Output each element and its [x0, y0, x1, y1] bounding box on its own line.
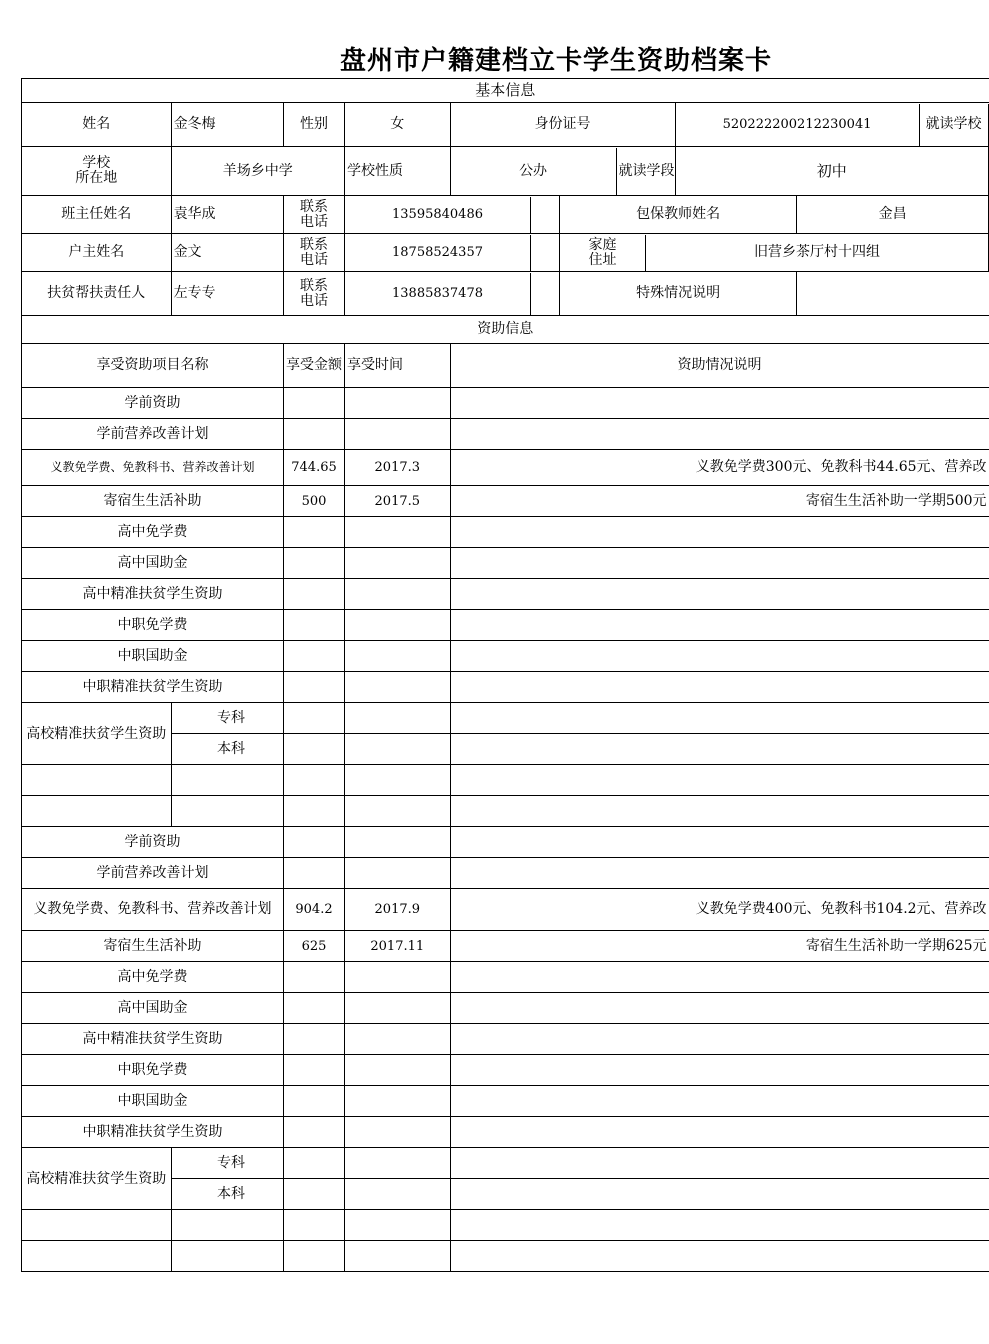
aid-time: 2017.11: [345, 931, 451, 962]
aid-desc: [450, 1024, 989, 1055]
aid-project-name: [22, 388, 284, 419]
aid-project-label: 高中国助金: [117, 999, 188, 1016]
aid-amount: [284, 1024, 345, 1055]
school-nature-label: 学校性质: [345, 147, 451, 196]
aid-time: [345, 419, 451, 450]
aid-time: [345, 1179, 451, 1210]
aid-time: [345, 734, 451, 765]
aid-time: [345, 610, 451, 641]
aid-amount: [284, 734, 345, 765]
aid-desc: [450, 548, 989, 579]
aid-time: [345, 703, 451, 734]
aid-row: [22, 641, 989, 672]
col-time-header: 享受时间: [345, 344, 451, 388]
blank-cell: [171, 796, 283, 827]
aid-project-label: 寄宿生生活补助: [103, 492, 202, 509]
aid-time: [345, 672, 451, 703]
aid-row: [22, 858, 989, 889]
householder-phone-value: 18758524357: [345, 235, 531, 271]
aid-amount: [284, 962, 345, 993]
aid-time: [345, 1086, 451, 1117]
aid-desc: [450, 1055, 989, 1086]
aid-project-name: [22, 610, 284, 641]
aid-project-name: [22, 931, 284, 962]
aid-project-label: 中职国助金: [117, 1092, 188, 1109]
aid-project-name: [22, 993, 284, 1024]
address-cell: [559, 234, 988, 272]
higher-ed-label: 高校精准扶贫学生资助: [22, 703, 172, 765]
aid-desc: [450, 858, 989, 889]
aid-desc: 义教免学费300元、免教科书44.65元、营养改: [450, 450, 989, 486]
school-nature-value: 公办: [451, 148, 617, 195]
aid-project-label: 高中免学费: [117, 523, 188, 540]
aid-row: [22, 672, 989, 703]
school-label: 就读学校: [920, 104, 989, 146]
basic-info-header: 基本信息: [22, 79, 989, 103]
student-aid-card: [21, 78, 989, 1272]
name-label: 姓名: [22, 103, 172, 147]
aid-project-label: 学前营养改善计划: [96, 425, 209, 442]
blank-cell: [284, 1210, 345, 1241]
gender-value: 女: [345, 103, 451, 147]
higher-ed-label: 高校精准扶贫学生资助: [22, 1148, 172, 1210]
householder-phone-cell: [345, 234, 560, 272]
id-number-value: 520222200212230041: [676, 104, 920, 146]
aid-time: [345, 858, 451, 889]
aid-amount: [284, 388, 345, 419]
aid-project-label: 寄宿生生活补助: [103, 937, 202, 954]
aid-desc: [450, 993, 989, 1024]
blank-cell: [450, 796, 989, 827]
special-note-value: [797, 272, 989, 316]
zhuanke-label: 专科: [171, 703, 283, 734]
aid-row: [22, 548, 989, 579]
address-value: 旧营乡茶厅村十四组: [754, 244, 881, 260]
aid-project-name: [22, 1086, 284, 1117]
blank-cell: [171, 765, 283, 796]
aid-project-label: 中职国助金: [117, 647, 188, 664]
aid-time: [345, 1055, 451, 1086]
name-value: 金冬梅: [171, 103, 283, 147]
blank-cell: [22, 1241, 172, 1272]
school-location-value: 羊场乡中学: [171, 147, 344, 196]
nature-stage-cell: [450, 147, 675, 196]
aid-time: [345, 579, 451, 610]
col-desc-header: 资助情况说明: [450, 344, 989, 388]
blank-cell: [345, 765, 451, 796]
aid-time: [345, 517, 451, 548]
aid-project-name: [22, 962, 284, 993]
householder-value: 金文: [171, 234, 283, 272]
aid-amount: [284, 827, 345, 858]
blank-cell: [345, 1210, 451, 1241]
aid-amount: [284, 1117, 345, 1148]
aid-desc: [450, 672, 989, 703]
study-stage-label: 就读学段: [618, 162, 675, 179]
aid-project-label: 中职免学费: [117, 1061, 188, 1078]
guarantee-teacher-label: 包保教师姓名: [559, 196, 796, 234]
aid-project-name: [22, 450, 284, 486]
aid-row: [22, 993, 989, 1024]
aid-project-name: [22, 419, 284, 450]
blank-cell: [22, 796, 172, 827]
blank-cell: [22, 765, 172, 796]
aid-time: [345, 548, 451, 579]
aid-time: [345, 388, 451, 419]
aid-amount: [284, 1148, 345, 1179]
aid-amount: [284, 858, 345, 889]
aid-time: [345, 1148, 451, 1179]
blank-cell: [450, 765, 989, 796]
aid-project-label: 中职精准扶贫学生资助: [82, 678, 223, 695]
aid-amount: 904.2: [284, 889, 345, 931]
aid-time: [345, 962, 451, 993]
aid-project-label: 学前资助: [124, 394, 181, 411]
aid-row-blank: [22, 796, 989, 827]
guarantee-teacher-value: 金昌: [797, 196, 989, 234]
aid-row-blank: [22, 1210, 989, 1241]
teacher-value: 袁华成: [171, 196, 283, 234]
aid-info-header: 资助信息: [22, 316, 989, 344]
aid-row: [22, 1024, 989, 1055]
aid-desc: [450, 610, 989, 641]
householder-label: 户主姓名: [22, 234, 172, 272]
aid-desc: [450, 1148, 989, 1179]
blank-cell: [284, 1241, 345, 1272]
aid-amount: [284, 993, 345, 1024]
aid-desc: [450, 962, 989, 993]
aid-row: [22, 703, 989, 734]
aid-amount: [284, 548, 345, 579]
aid-project-name: [22, 579, 284, 610]
blank-cell: [450, 1210, 989, 1241]
aid-time: [345, 641, 451, 672]
teacher-phone-value: 13595840486: [345, 197, 531, 233]
aid-row: [22, 486, 989, 517]
aid-desc: [450, 419, 989, 450]
special-note-label: 特殊情况说明: [559, 272, 796, 316]
helper-phone-value: 13885837478: [345, 273, 531, 315]
aid-row: [22, 1086, 989, 1117]
aid-amount: [284, 703, 345, 734]
aid-project-label: 义教免学费、免教科书、营养改善计划: [50, 460, 255, 474]
aid-row: [22, 450, 989, 486]
teacher-label: 班主任姓名: [22, 196, 172, 234]
aid-desc: [450, 641, 989, 672]
aid-group-2: [22, 827, 989, 1272]
aid-project-label: 学前资助: [124, 833, 181, 850]
aid-amount: [284, 1086, 345, 1117]
aid-row: [22, 1055, 989, 1086]
aid-desc: [450, 1179, 989, 1210]
aid-project-name: [22, 486, 284, 517]
aid-project-label: 高中免学费: [117, 968, 188, 985]
aid-project-label: 学前营养改善计划: [96, 864, 209, 881]
aid-row: [22, 419, 989, 450]
householder-phone-label: 联系 电话: [284, 234, 345, 272]
aid-project-name: [22, 641, 284, 672]
aid-time: [345, 993, 451, 1024]
aid-row: [22, 579, 989, 610]
aid-project-label: 中职免学费: [117, 616, 188, 633]
aid-time: 2017.3: [345, 450, 451, 486]
aid-row: [22, 1148, 989, 1179]
teacher-phone-label: 联系 电话: [284, 196, 345, 234]
aid-project-name: [22, 1117, 284, 1148]
benke-label: 本科: [171, 734, 283, 765]
aid-row: [22, 827, 989, 858]
aid-row: [22, 388, 989, 419]
aid-project-name: [22, 827, 284, 858]
aid-project-label: 高中精准扶贫学生资助: [82, 1030, 223, 1047]
benke-label: 本科: [171, 1179, 283, 1210]
aid-project-name: [22, 517, 284, 548]
zhuanke-label: 专科: [171, 1148, 283, 1179]
aid-project-name: [22, 889, 284, 931]
aid-desc: [450, 703, 989, 734]
blank-cell: [284, 796, 345, 827]
aid-row-blank: [22, 765, 989, 796]
aid-project-label: 高中精准扶贫学生资助: [82, 585, 223, 602]
aid-project-name: [22, 672, 284, 703]
aid-project-name: [22, 858, 284, 889]
blank-cell: [345, 796, 451, 827]
aid-amount: [284, 419, 345, 450]
aid-amount: [284, 1055, 345, 1086]
blank-cell: [171, 1241, 283, 1272]
helper-phone-label: 联系 电话: [284, 272, 345, 316]
aid-time: 2017.9: [345, 889, 451, 931]
page-title: 盘州市户籍建档立卡学生资助档案卡: [340, 46, 773, 76]
teacher-phone-cell: [345, 196, 560, 234]
aid-time: [345, 1117, 451, 1148]
aid-desc: [450, 1086, 989, 1117]
aid-row-blank: [22, 1241, 989, 1272]
aid-project-label: 义教免学费、免教科书、营养改善计划: [33, 901, 272, 917]
aid-desc: [450, 579, 989, 610]
aid-amount: 500: [284, 486, 345, 517]
address-label: 家庭 住址: [560, 235, 646, 271]
aid-row: [22, 889, 989, 931]
aid-desc: [450, 517, 989, 548]
blank-cell: [450, 1241, 989, 1272]
aid-desc: 寄宿生生活补助一学期500元: [450, 486, 989, 517]
aid-desc: [450, 388, 989, 419]
aid-desc: 寄宿生生活补助一学期625元: [450, 931, 989, 962]
aid-amount: [284, 517, 345, 548]
aid-row: [22, 931, 989, 962]
blank-cell: [171, 1210, 283, 1241]
study-stage-value: 初中: [675, 147, 989, 196]
aid-desc: [450, 827, 989, 858]
id-school-cell: [675, 103, 989, 147]
aid-project-name: [22, 1024, 284, 1055]
aid-desc: 义教免学费400元、免教科书104.2元、营养改: [450, 889, 989, 931]
aid-time: [345, 827, 451, 858]
aid-project-name: [22, 1055, 284, 1086]
aid-amount: [284, 641, 345, 672]
helper-label: 扶贫帮扶责任人: [22, 272, 172, 316]
aid-amount: 625: [284, 931, 345, 962]
aid-amount: [284, 610, 345, 641]
aid-header-project-cell: [22, 344, 284, 388]
aid-project-label: 中职精准扶贫学生资助: [82, 1123, 223, 1140]
aid-desc: [450, 1117, 989, 1148]
aid-group-1: [22, 388, 989, 827]
aid-amount: 744.65: [284, 450, 345, 486]
helper-phone-cell: [345, 272, 560, 316]
aid-row: [22, 610, 989, 641]
aid-amount: [284, 1179, 345, 1210]
col-amount-header: 享受金额: [284, 344, 345, 388]
blank-cell: [284, 765, 345, 796]
aid-amount: [284, 672, 345, 703]
aid-project-name: [22, 548, 284, 579]
aid-amount: [284, 579, 345, 610]
helper-value: 左专专: [171, 272, 283, 316]
blank-cell: [22, 1210, 172, 1241]
aid-row: [22, 517, 989, 548]
aid-row: [22, 962, 989, 993]
gender-label: 性别: [284, 103, 345, 147]
aid-row: [22, 1117, 989, 1148]
id-label: 身份证号: [450, 103, 675, 147]
aid-time: 2017.5: [345, 486, 451, 517]
aid-desc: [450, 734, 989, 765]
col-project-header: 享受资助项目名称: [96, 357, 209, 373]
aid-time: [345, 1024, 451, 1055]
school-location-label: 学校 所在地: [22, 147, 172, 196]
aid-project-label: 高中国助金: [117, 554, 188, 571]
blank-cell: [345, 1241, 451, 1272]
